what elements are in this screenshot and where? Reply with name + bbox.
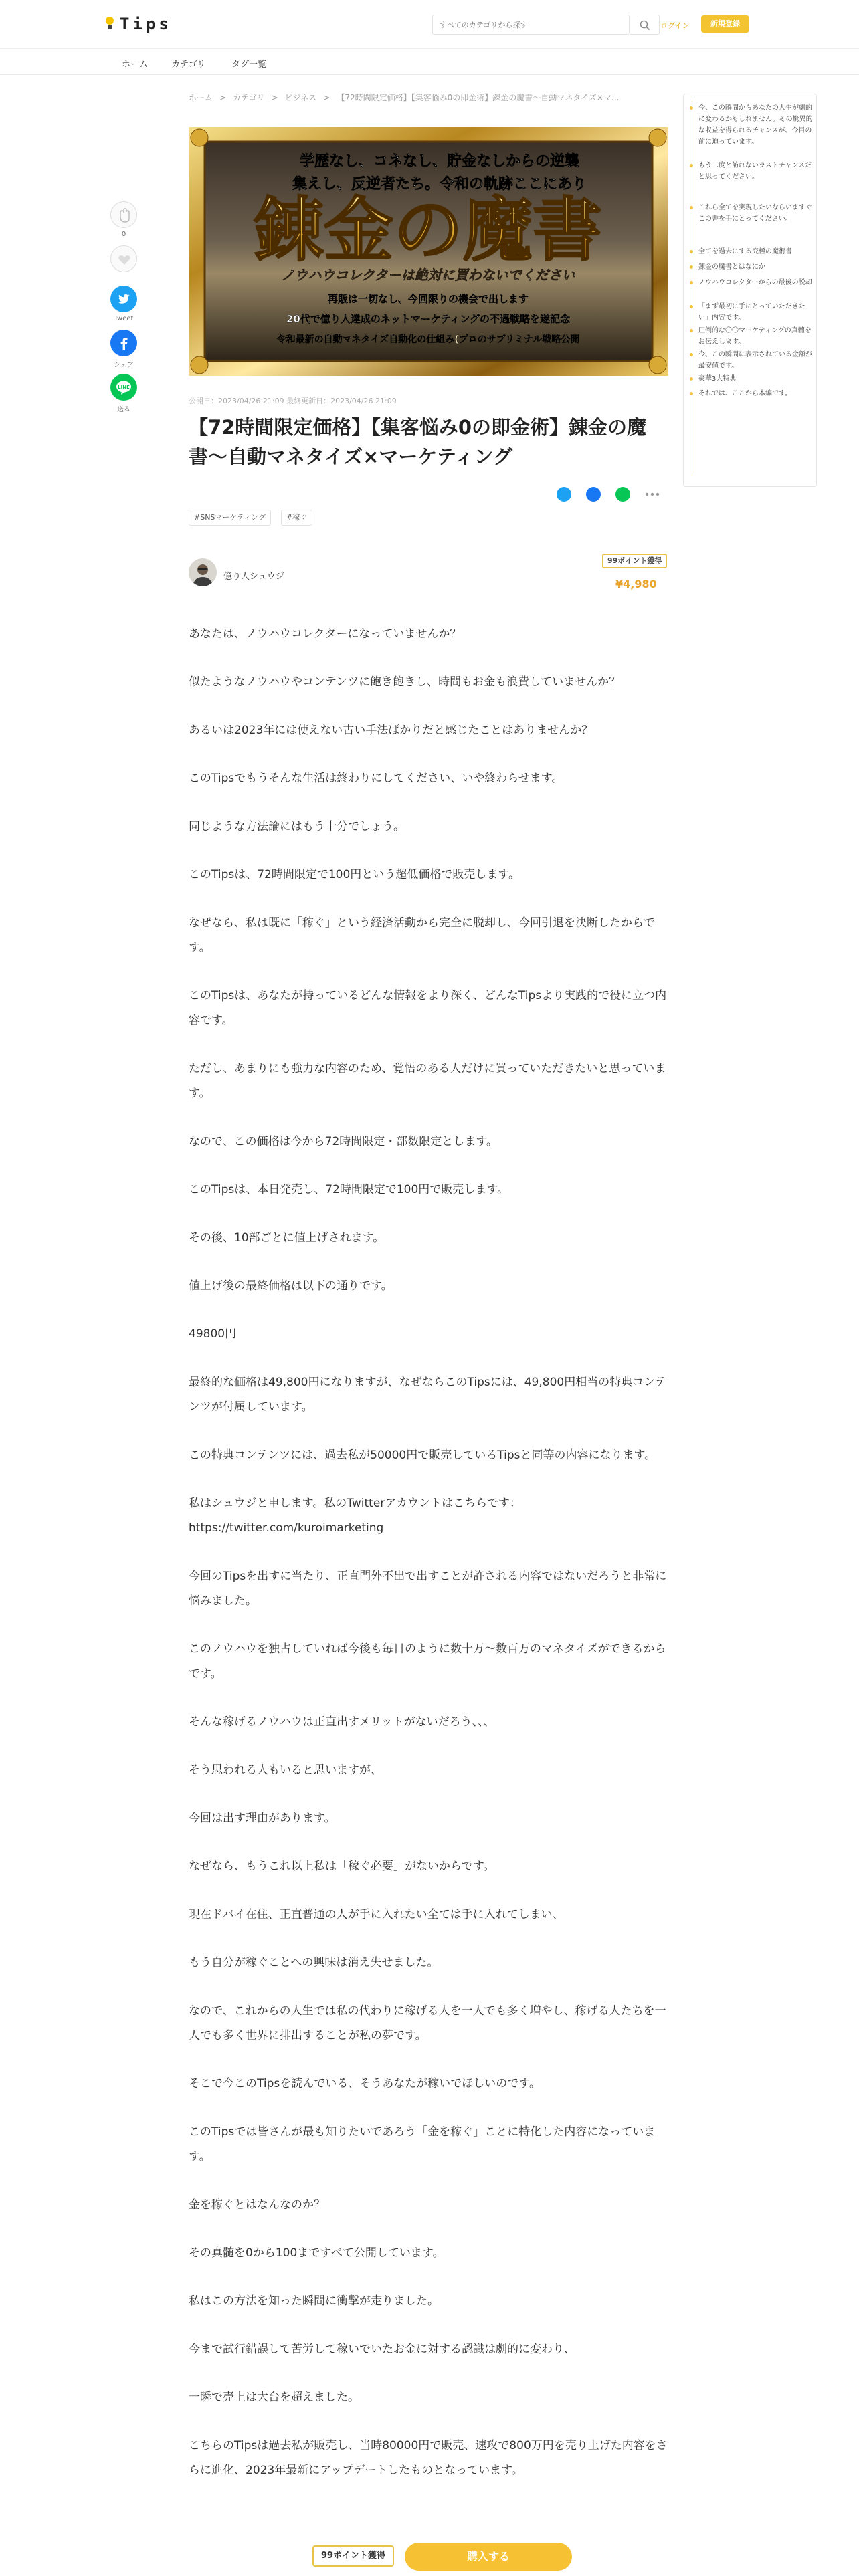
- table-of-contents: [683, 94, 817, 487]
- signup-button[interactable]: 新規登録: [701, 15, 749, 33]
- article-paragraph: 49800円: [189, 1327, 237, 1341]
- article-paragraph: このTipsは、本日発売し、72時間限定で100円で販売します。: [189, 1183, 508, 1196]
- heart-icon: [110, 245, 137, 272]
- hero-artwork: [189, 127, 668, 376]
- breadcrumb-separator: >: [271, 93, 278, 102]
- search-button[interactable]: [630, 15, 660, 35]
- hero-line-3: 再販は一切なし、今回限りの機会で出します: [327, 293, 529, 305]
- site-header: [0, 0, 859, 48]
- article-paragraph: 似たようなノウハウやコンテンツに飽き飽きし、時間もお金も浪費していませんか？: [189, 675, 621, 689]
- author-avatar[interactable]: [189, 558, 217, 586]
- facebook-share-icon[interactable]: [586, 487, 601, 502]
- clap-button[interactable]: [109, 201, 138, 238]
- hero-line-2: 集えし、反逆者たち。令和の軌跡ここにあり: [292, 176, 587, 193]
- toc-item[interactable]: これら全てを実現したいならいますぐこの書を手にとってください。: [698, 202, 814, 225]
- article-paragraph: このTipsは、あなたが持っているどんな情報をより深く、どんなTipsより実践的で役に立つ内容です。: [189, 989, 667, 1027]
- search-box: [432, 15, 630, 35]
- hero-line-4: 20代で億り人達成のネットマーケティングの不遇戦略を遂記念: [286, 313, 571, 325]
- toc-item[interactable]: ノウハウコレクターからの最後の脱却: [698, 277, 814, 288]
- facebook-share-button[interactable]: [109, 330, 138, 369]
- line-share-icon[interactable]: [615, 487, 630, 502]
- toc-item[interactable]: 圧倒的な〇〇マーケティングの真髄をお伝えします。: [698, 325, 814, 348]
- login-link[interactable]: ログイン: [660, 21, 690, 30]
- article-paragraph: 同じような方法論にはもう十分でしょう。: [189, 820, 405, 833]
- nav-category[interactable]: カテゴリ: [171, 60, 206, 70]
- line-icon: [110, 374, 137, 401]
- hero-title: 錬金の魔書: [254, 189, 603, 271]
- clap-icon: [110, 201, 137, 228]
- facebook-icon: [110, 330, 137, 356]
- article-paragraph: 金を稼ぐとはなんなのか？: [189, 2198, 325, 2212]
- like-button[interactable]: [109, 245, 138, 272]
- article-paragraph: もう自分が稼ぐことへの興味は消え失せました。: [189, 1956, 439, 1969]
- article-paragraph: そこで今このTipsを読んでいる、そうあなたが稼いでほしいのです。: [189, 2077, 541, 2090]
- toc-item[interactable]: 「まず最初に手にとっていただきたい」内容です。: [698, 301, 814, 324]
- article-paragraph: 現在ドバイ在住、正直普通の人が手に入れたい全ては手に入れてしまい、: [189, 1908, 564, 1921]
- toc-item[interactable]: 今、この瞬間からあなたの人生が劇的に変わるかもしれません。その驚異的な収益を得られるチャンスが、今目の前に迫っています。: [698, 102, 814, 148]
- toc-item[interactable]: 全てを過去にする究極の魔術書: [698, 246, 814, 257]
- footer-points-badge: 99ポイント獲得: [312, 2545, 394, 2567]
- breadcrumb-business[interactable]: ビジネス: [284, 93, 317, 102]
- twitter-share-icon[interactable]: [557, 487, 571, 502]
- nav-home[interactable]: ホーム: [122, 60, 149, 70]
- purchase-bar: [0, 2536, 859, 2576]
- site-logo[interactable]: [105, 15, 172, 33]
- article-paragraph: このノウハウを独占していれば今後も毎日のように数十万〜数百万のマネタイズができるからです。: [189, 1642, 666, 1681]
- article-paragraph: 私はシュウジと申します。私のTwitterアカウントはこちらです：https://twitter.com/kuroimarketing: [189, 1497, 521, 1535]
- article-paragraph: なぜなら、私は既に「稼ぐ」という経済活動から完全に脱却し、今回引退を決断したからです。: [189, 916, 655, 954]
- twitter-icon: [110, 286, 137, 312]
- article-paragraph: このTipsでは皆さんが最も知りたいであろう「金を稼ぐ」ことに特化した内容になっています。: [189, 2125, 656, 2163]
- tag-kasegu[interactable]: #稼ぐ: [281, 510, 312, 526]
- article-paragraph: あなたは、ノウハウコレクターになっていませんか？: [189, 627, 462, 641]
- article-paragraph: 最終的な価格は49,800円になりますが、なぜならこのTipsには、49,800円相当の特典コンテンツが付属しています。: [189, 1376, 667, 1414]
- hero-image: [189, 127, 668, 376]
- clap-count: 0: [121, 231, 126, 238]
- line-label: 送る: [117, 406, 130, 413]
- nav-tags[interactable]: タグ一覧: [231, 60, 267, 70]
- article-dates: 公開日：2023/04/26 21:09 最終更新日：2023/04/26 21:09: [189, 397, 397, 405]
- more-options-icon[interactable]: [645, 492, 660, 497]
- toc-item[interactable]: 錬金の魔書とはなにか: [698, 261, 814, 273]
- article-paragraph: なので、これからの人生では私の代わりに稼げる人を一人でも多く増やし、稼げる人たちを一人でも多く世界に排出することが私の夢です。: [189, 2004, 666, 2042]
- breadcrumb: [189, 92, 670, 104]
- article-title: 【72時間限定価格】【集客悩み0の即金術】錬金の魔書〜自動マネタイズ×マーケティング: [189, 416, 647, 468]
- hero-warning: ノウハウコレクターは絶対に買わないでください: [281, 267, 575, 283]
- article-paragraph: こちらのTipsは過去私が販売し、当時80000円で販売、速攻で800万円を売り上げた内容をさらに進化、2023年最新にアップデートしたものとなっています。: [189, 2439, 668, 2477]
- article-paragraph: そう思われる人もいると思いますが、: [189, 1763, 382, 1777]
- article-paragraph: なぜなら、もうこれ以上私は「稼ぐ必要」がないからです。: [189, 1860, 495, 1873]
- main-nav: [0, 48, 859, 75]
- article-body: [189, 622, 668, 2506]
- search-input[interactable]: [440, 19, 587, 31]
- article-paragraph: 今回は出す理由があります。: [189, 1812, 336, 1825]
- article-paragraph: このTipsでもうそんな生活は終わりにしてください、いや終わらせます。: [189, 772, 563, 785]
- article-paragraph: 今回のTipsを出すに当たり、正直門外不出で出すことが許される内容ではないだろうと非常に悩みました。: [189, 1570, 667, 1608]
- tweet-label: Tweet: [114, 315, 134, 322]
- article-paragraph: なので、この価格は今から72時間限定・部数限定とします。: [189, 1135, 498, 1148]
- article-paragraph: 私はこの方法を知った瞬間に衝撃が走りました。: [189, 2294, 439, 2308]
- toc-item[interactable]: 豪華3大特典: [698, 373, 814, 385]
- breadcrumb-home[interactable]: ホーム: [189, 93, 213, 102]
- lightbulb-icon: [105, 17, 114, 31]
- toc-item[interactable]: もう二度と訪れないラストチャンスだと思ってください。: [698, 160, 814, 183]
- search-icon: [640, 20, 650, 31]
- tweet-button[interactable]: [109, 286, 138, 322]
- tag-sns-marketing[interactable]: #SNSマーケティング: [189, 510, 271, 526]
- article-paragraph: 今まで試行錯誤して苦労して稼いでいたお金に対する認識は劇的に変わり、: [189, 2343, 575, 2356]
- article-paragraph: このTipsは、72時間限定で100円という超低価格で販売します。: [189, 868, 520, 881]
- buy-button[interactable]: 購入する: [405, 2543, 572, 2571]
- article-paragraph: その後、10部ごとに値上げされます。: [189, 1231, 385, 1245]
- toc-item[interactable]: それでは、ここから本編です。: [698, 388, 814, 399]
- article-paragraph: 値上げ後の最終価格は以下の通りです。: [189, 1279, 393, 1293]
- article-paragraph: そんな稼げるノウハウは正直出すメリットがないだろう、、、: [189, 1715, 495, 1729]
- author-name[interactable]: 億り人シュウジ: [223, 572, 284, 582]
- hero-line-5: 令和最新の自動マネタイズ自動化の仕組み(プロのサブリミナル戦略公開: [276, 334, 580, 345]
- logo-text: Tips: [120, 15, 172, 33]
- toc-item[interactable]: 今、この瞬間に表示されている金額が最安値です。: [698, 349, 814, 372]
- article-paragraph: その真髄を0から100まですべて公開しています。: [189, 2246, 444, 2260]
- article-paragraph: 一瞬で売上は大台を超えました。: [189, 2391, 359, 2404]
- article-paragraph: ただし、あまりにも強力な内容のため、覚悟のある人だけに買っていただきたいと思っています。: [189, 1062, 666, 1100]
- breadcrumb-category[interactable]: カテゴリ: [233, 93, 265, 102]
- price: ¥4,980: [615, 578, 657, 591]
- article-paragraph: あるいは2023年には使えない古い手法ばかりだと感じたことはありませんか？: [189, 724, 593, 737]
- share-label: シェア: [114, 362, 134, 369]
- article-paragraph: この特典コンテンツには、過去私が50000円で販売しているTipsと同等の内容になります。: [189, 1448, 656, 1462]
- line-share-button[interactable]: [109, 374, 138, 413]
- points-badge: 99ポイント獲得: [602, 554, 667, 568]
- breadcrumb-separator: >: [219, 93, 227, 102]
- breadcrumb-current: 【72時間限定価格】【集客悩み0の即金術】錬金の魔書〜自動マネタイズ×マ...: [337, 93, 619, 102]
- breadcrumb-separator: >: [323, 93, 330, 102]
- hero-line-1: 学歴なし、コネなし、貯金なしからの逆襲: [299, 153, 580, 170]
- svg-text:LINE: LINE: [118, 385, 130, 390]
